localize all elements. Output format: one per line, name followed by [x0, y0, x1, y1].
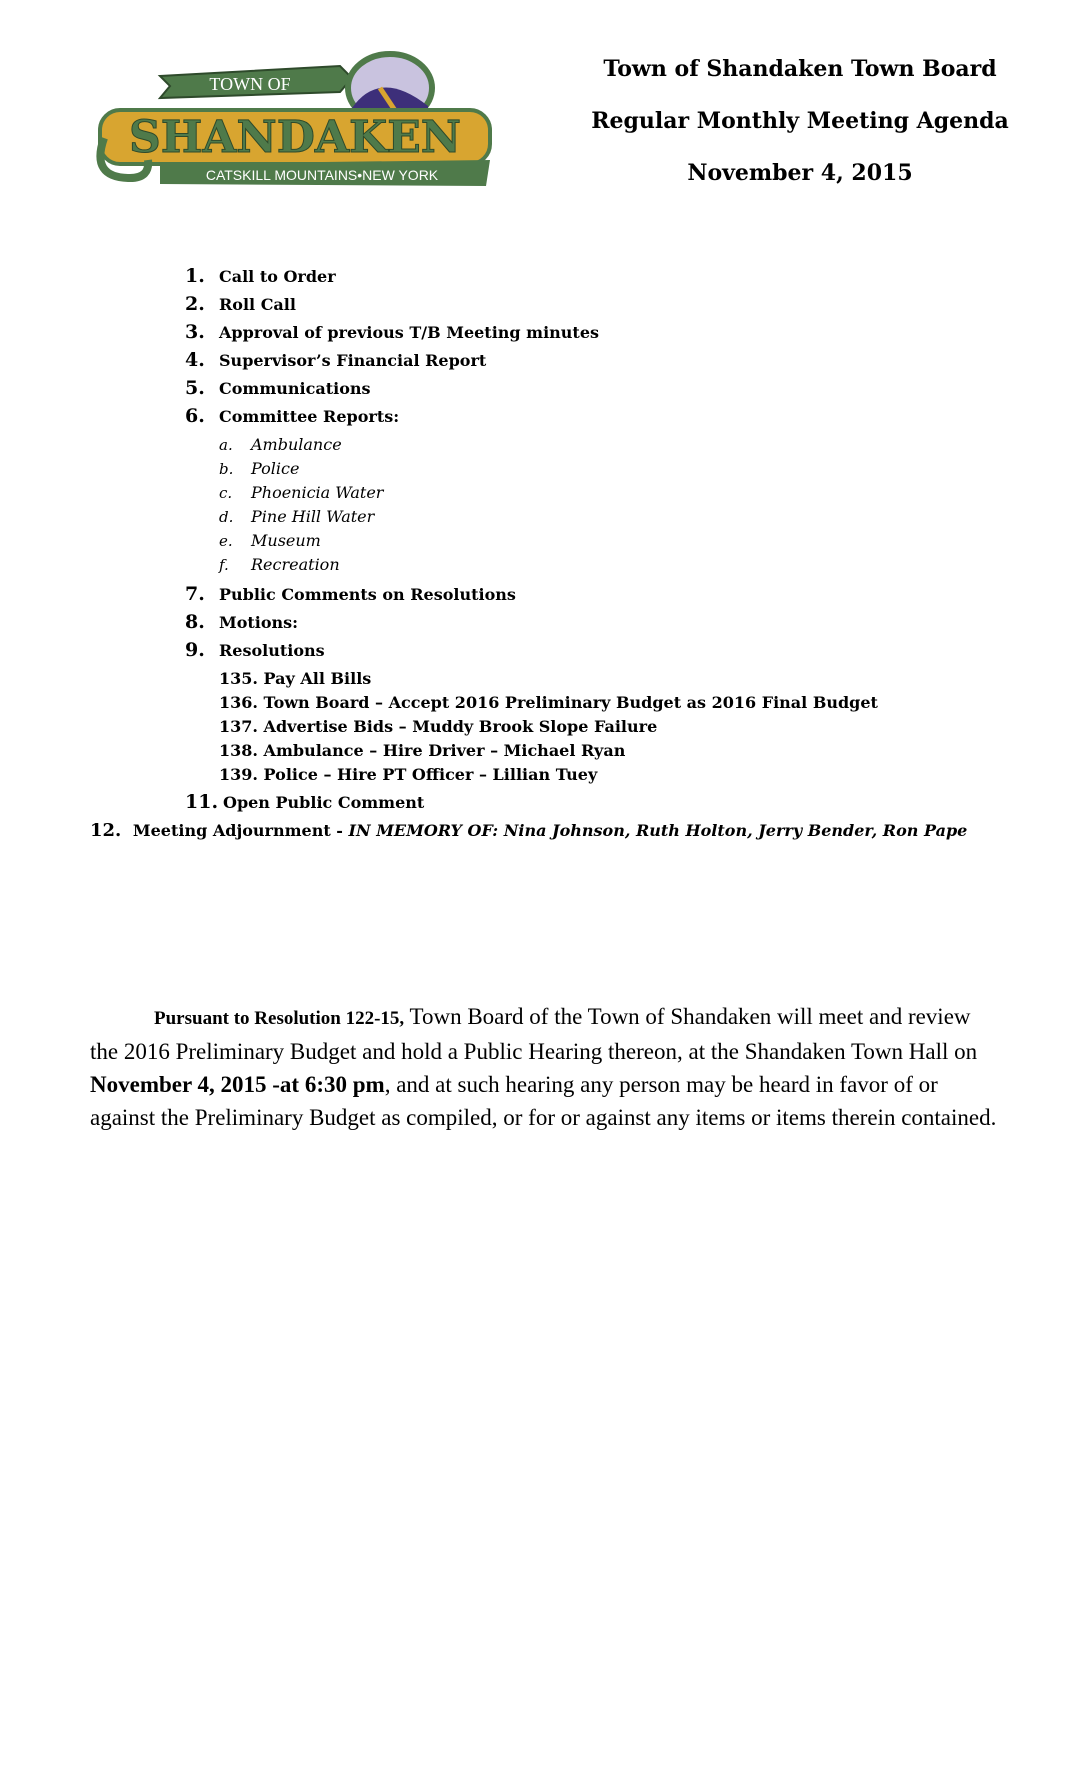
agenda-item-number: 5.	[185, 377, 205, 399]
shandaken-logo-graphic	[90, 48, 510, 198]
notice-text: , and at such hearing any person may be heard in favor of or against the Preliminary Budget as compiled, or for or against any items or items therein contained.	[90, 1072, 997, 1130]
notice-text: Town Board of the Town of Shandaken will meet and review the 2016 Preliminary Budget and hold a Public Hearing thereon, at the Shandaken Town Hall on	[90, 1004, 978, 1064]
in-memory-text: IN MEMORY OF: Nina Johnson, Ruth Holton, Jerry Bender, Ron Pape	[348, 821, 968, 840]
resolution-item: 138. Ambulance – Hire Driver – Michael Ryan	[219, 741, 626, 760]
committee-report-item	[219, 433, 1045, 457]
agenda-item-label: Public Comments on Resolutions	[219, 585, 516, 604]
sub-item-letter: b.	[219, 460, 234, 478]
agenda-item-label: Communications	[219, 379, 371, 398]
agenda-item	[185, 639, 1045, 661]
agenda-item-label: Open Public Comment	[223, 793, 425, 812]
town-logo	[90, 48, 510, 198]
agenda-item-label: Resolutions	[219, 641, 325, 660]
agenda-item-number: 7.	[185, 583, 205, 605]
meeting-adjournment	[90, 820, 1050, 841]
notice-date: November 4, 2015 -at 6:30 pm	[90, 1072, 385, 1097]
agenda-item-number: 1.	[185, 265, 205, 287]
agenda-item-label: Motions:	[219, 613, 299, 632]
committee-report-item	[219, 457, 1045, 481]
agenda-item	[185, 791, 1045, 813]
agenda-item-label: Committee Reports:	[219, 407, 400, 426]
committee-report-item	[219, 481, 1045, 505]
sub-item-label: Recreation	[251, 555, 340, 574]
agenda-list	[185, 265, 1045, 819]
notice-lead: Pursuant to Resolution 122-15,	[154, 1008, 405, 1029]
sub-item-label: Police	[251, 459, 300, 478]
sub-item-letter: f.	[219, 556, 229, 574]
sub-item-label: Phoenicia Water	[251, 483, 384, 502]
committee-reports-list	[219, 433, 1045, 577]
committee-report-item	[219, 553, 1045, 577]
sub-item-letter: d.	[219, 508, 234, 526]
sub-item-label: Ambulance	[251, 435, 342, 454]
agenda-item	[185, 377, 1045, 399]
document-header	[580, 56, 1020, 212]
committee-report-item	[219, 505, 1045, 529]
agenda-item-number: 11.	[185, 791, 219, 813]
agenda-item-label: Approval of previous T/B Meeting minutes	[219, 323, 600, 342]
logo-est: Est. 1804	[440, 71, 474, 80]
sub-item-letter: a.	[219, 436, 233, 454]
resolutions-list	[219, 667, 1045, 787]
adjournment-label: Meeting Adjournment -	[132, 821, 349, 840]
logo-shandaken: SHANDAKEN	[129, 112, 461, 163]
agenda-item-label: Supervisor’s Financial Report	[219, 351, 487, 370]
agenda-item	[185, 265, 1045, 287]
agenda-item	[185, 583, 1045, 605]
agenda-item-number: 4.	[185, 349, 205, 371]
agenda-item-number: 8.	[185, 611, 205, 633]
agenda-item-number: 9.	[185, 639, 205, 661]
sub-item-label: Museum	[251, 531, 321, 550]
agenda-item	[185, 349, 1045, 371]
sub-item-letter: e.	[219, 532, 233, 550]
agenda-item-label: Call to Order	[219, 267, 336, 286]
agenda-item	[185, 293, 1045, 315]
agenda-item-number: 3.	[185, 321, 205, 343]
resolution-item: 139. Police – Hire PT Officer – Lillian Tuey	[219, 765, 598, 784]
header-subtitle: Regular Monthly Meeting Agenda	[591, 108, 1009, 134]
adjournment-number: 12.	[90, 820, 122, 841]
public-hearing-notice	[90, 1000, 1000, 1134]
logo-town-of: TOWN OF	[209, 74, 291, 94]
sub-item-label: Pine Hill Water	[251, 507, 375, 526]
agenda-item	[185, 611, 1045, 633]
agenda-item-number: 2.	[185, 293, 205, 315]
sub-item-letter: c.	[219, 484, 233, 502]
logo-catskill: CATSKILL MOUNTAINS•NEW YORK	[205, 167, 439, 183]
resolution-item: 137. Advertise Bids – Muddy Brook Slope Failure	[219, 717, 658, 736]
agenda-item-number: 6.	[185, 405, 205, 427]
header-title: Town of Shandaken Town Board	[603, 56, 997, 82]
agenda-item-label: Roll Call	[219, 295, 296, 314]
committee-report-item	[219, 529, 1045, 553]
agenda-item	[185, 405, 1045, 427]
resolution-item: 135. Pay All Bills	[219, 669, 372, 688]
resolution-item: 136. Town Board – Accept 2016 Preliminary Budget as 2016 Final Budget	[219, 693, 878, 712]
agenda-item	[185, 321, 1045, 343]
header-date: November 4, 2015	[687, 160, 913, 186]
